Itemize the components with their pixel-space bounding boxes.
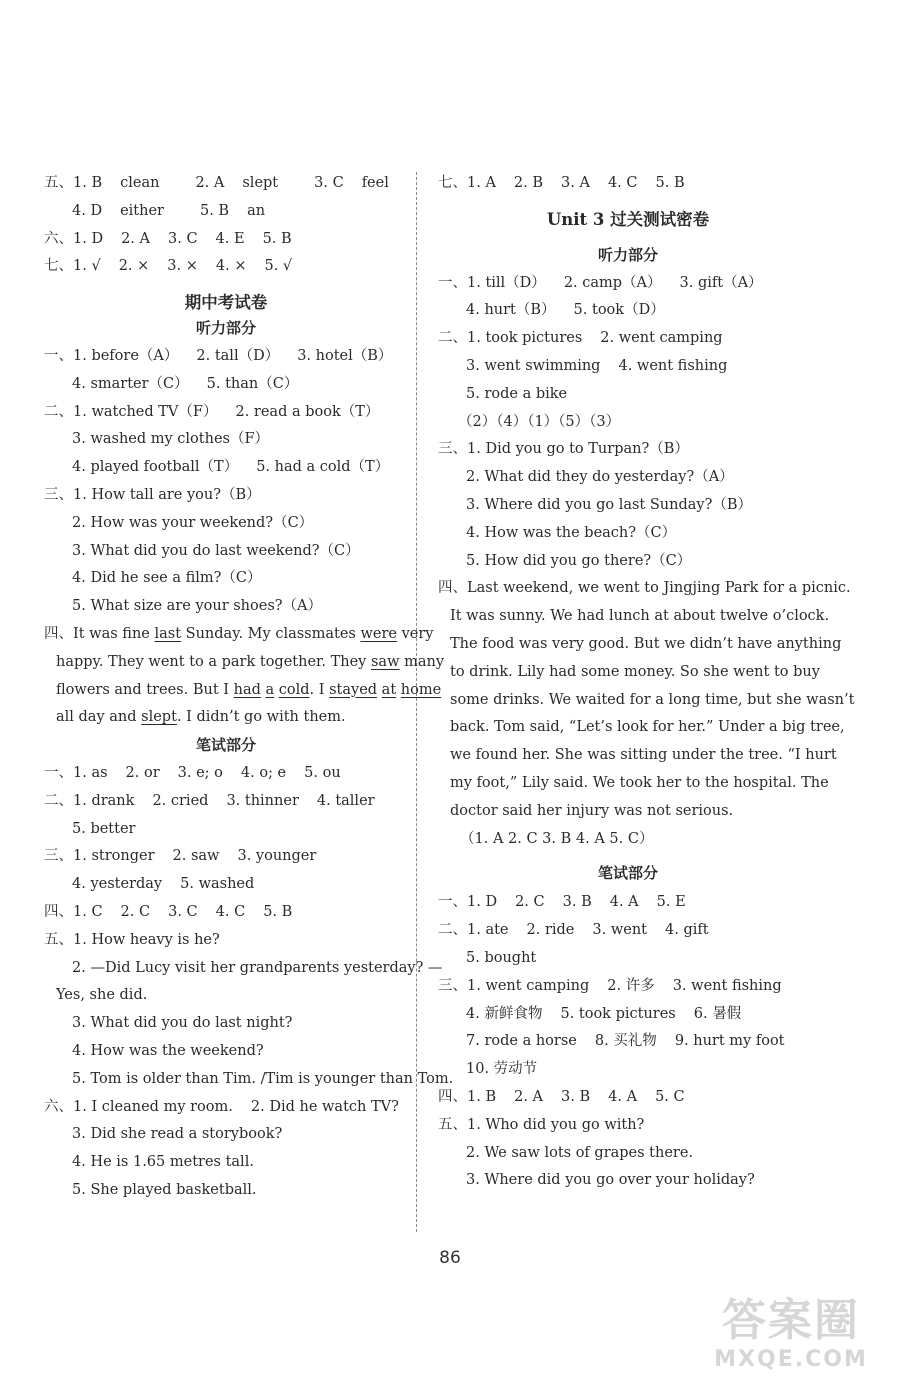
answer-line: 七、1. A 2. B 3. A 4. C 5. B	[438, 175, 685, 191]
answer-line: 5. better	[72, 820, 136, 837]
answer-line: 二、1. took pictures 2. went camping	[438, 330, 723, 347]
answer-line: 一、1. as 2. or 3. e; o 4. o; e 5. ou	[44, 764, 341, 781]
answer-line: 2. —Did Lucy visit her grandparents yesterday? —	[72, 959, 443, 976]
answer-line: 三、1. How tall are you?（B）	[44, 486, 261, 503]
subsection-title-listening: 听力部分	[597, 245, 658, 264]
filled-word: stayed	[329, 681, 378, 698]
filled-word: at	[381, 681, 397, 698]
answer-line: 5. How did you go there?（C）	[466, 552, 692, 569]
answer-line: 六、1. I cleaned my room. 2. Did he watch TV?	[44, 1098, 399, 1115]
passage-line: to drink. Lily had some money. So she went to buy	[450, 663, 820, 680]
watermark-text: 答案圈	[722, 1295, 860, 1346]
right-column	[438, 170, 855, 1195]
filled-word: cold	[278, 681, 310, 698]
answer-line: 一、1. D 2. C 3. B 4. A 5. E	[438, 894, 686, 911]
answer-line: 四、1. C 2. C 3. C 4. C 5. B	[44, 903, 293, 920]
subsection-title-written: 笔试部分	[597, 864, 658, 883]
answer-line: 二、1. ate 2. ride 3. went 4. gift	[438, 922, 709, 939]
watermark-logo	[696, 1296, 886, 1382]
answer-line: 3. washed my clothes（F）	[72, 431, 270, 448]
answer-line: 三、1. Did you go to Turpan?（B）	[438, 441, 689, 458]
answer-line: 4. D either 5. B an	[72, 202, 266, 219]
answer-line: 4. How was the beach?（C）	[466, 524, 677, 541]
passage-line: doctor said her injury was not serious.	[450, 802, 734, 819]
passage-line: my foot,” Lily said. We took her to the hospital. The	[450, 774, 829, 791]
filled-word: saw	[370, 653, 400, 670]
subsection-title-listening: 听力部分	[195, 319, 256, 338]
filled-word: last	[154, 625, 182, 642]
page-number: 86	[439, 1248, 461, 1268]
answer-line: 3. Did she read a storybook?	[72, 1126, 283, 1143]
answer-line: 四、1. B 2. A 3. B 4. A 5. C	[438, 1088, 685, 1105]
answer-line: 三、1. stronger 2. saw 3. younger	[44, 848, 317, 865]
answer-line: 4. 新鲜食物 5. took pictures 6. 暑假	[466, 1005, 742, 1022]
answer-line: 4. yesterday 5. washed	[72, 876, 255, 893]
answer-line: 3. What did you do last weekend?（C）	[72, 542, 360, 559]
passage-line: 四、It was fine last Sunday. My classmates were very	[44, 625, 434, 642]
answer-line: 5. She played basketball.	[72, 1181, 257, 1198]
answer-line: 5. Tom is older than Tim. /Tim is younger than Tom.	[72, 1070, 454, 1087]
section-title-midterm: 期中考试卷	[184, 293, 268, 313]
answer-line: Yes, she did.	[56, 987, 148, 1004]
answer-line: 五、1. B clean 2. A slept 3. C feel	[44, 175, 389, 191]
answer-line: 七、1. √ 2. × 3. × 4. × 5. √	[44, 258, 293, 275]
answer-line: 3. What did you do last night?	[72, 1015, 293, 1032]
answer-line: 三、1. went camping 2. 许多 3. went fishing	[438, 977, 782, 994]
answer-line: 一、1. till（D） 2. camp（A） 3. gift（A）	[438, 274, 763, 291]
answer-line: 一、1. before（A） 2. tall（D） 3. hotel（B）	[44, 347, 393, 364]
answer-line: 4. He is 1.65 metres tall.	[72, 1154, 254, 1171]
passage-line: all day and slept. I didn’t go with them.	[56, 709, 346, 726]
left-column	[44, 170, 454, 1205]
answer-line: 3. Where did you go last Sunday?（B）	[466, 496, 753, 513]
answer-line: 10. 劳动节	[466, 1061, 538, 1078]
filled-word: slept	[141, 709, 177, 726]
filled-word: home	[400, 681, 442, 698]
answer-line: 2. What did they do yesterday?（A）	[466, 469, 734, 486]
answer-line: 六、1. D 2. A 3. C 4. E 5. B	[44, 230, 292, 247]
filled-word: had	[233, 681, 261, 698]
answer-line: 4. Did he see a film?（C）	[72, 570, 262, 587]
answer-line: （2）（4）（1）（5）（3）	[458, 413, 621, 430]
answer-line: 2. How was your weekend?（C）	[72, 514, 314, 531]
passage-line: some drinks. We waited for a long time, but she wasn’t	[450, 691, 855, 708]
passage-line: flowers and trees. But I had a cold. I stayed at home	[56, 681, 442, 698]
answer-line: 二、1. watched TV（F） 2. read a book（T）	[44, 403, 380, 420]
answer-line: 5. What size are your shoes?（A）	[72, 598, 323, 615]
filled-word: a	[265, 681, 275, 698]
subsection-title-written: 笔试部分	[195, 736, 256, 755]
answer-line: 二、1. drank 2. cried 3. thinner 4. taller	[44, 792, 375, 809]
passage-line: we found her. She was sitting under the tree. “I hurt	[450, 747, 837, 764]
answer-line: 4. played football（T） 5. had a cold（T）	[72, 459, 390, 476]
answer-line: 5. bought	[466, 949, 537, 966]
section-title-unit3: Unit 3 过关测试密卷	[546, 209, 710, 229]
answer-line: 7. rode a horse 8. 买礼物 9. hurt my foot	[466, 1033, 785, 1050]
answer-line: 5. rode a bike	[466, 385, 568, 402]
filled-word: were	[360, 625, 397, 642]
answer-line: 五、1. Who did you go with?	[438, 1116, 645, 1133]
answer-line: 4. smarter（C） 5. than（C）	[72, 375, 299, 392]
answer-line: （1. A 2. C 3. B 4. A 5. C）	[460, 830, 654, 847]
passage-line: back. Tom said, “Let’s look for her.” Under a big tree,	[450, 719, 845, 736]
answer-line: 3. Where did you go over your holiday?	[466, 1172, 755, 1189]
passage-line: The food was very good. But we didn’t have anything	[450, 635, 842, 652]
answer-line: 2. We saw lots of grapes there.	[466, 1144, 694, 1161]
passage-line: happy. They went to a park together. They saw many	[56, 653, 445, 670]
answer-line: 五、1. How heavy is he?	[44, 931, 220, 948]
answer-line: 3. went swimming 4. went fishing	[466, 357, 728, 374]
answer-line: 4. hurt（B） 5. took（D）	[466, 302, 665, 319]
passage-line: It was sunny. We had lunch at about twelve o’clock.	[450, 608, 830, 625]
watermark-url: MXQE.COM	[714, 1347, 868, 1372]
answer-line: 4. How was the weekend?	[72, 1042, 264, 1059]
passage-line: 四、Last weekend, we went to Jingjing Park for a picnic.	[438, 580, 851, 597]
